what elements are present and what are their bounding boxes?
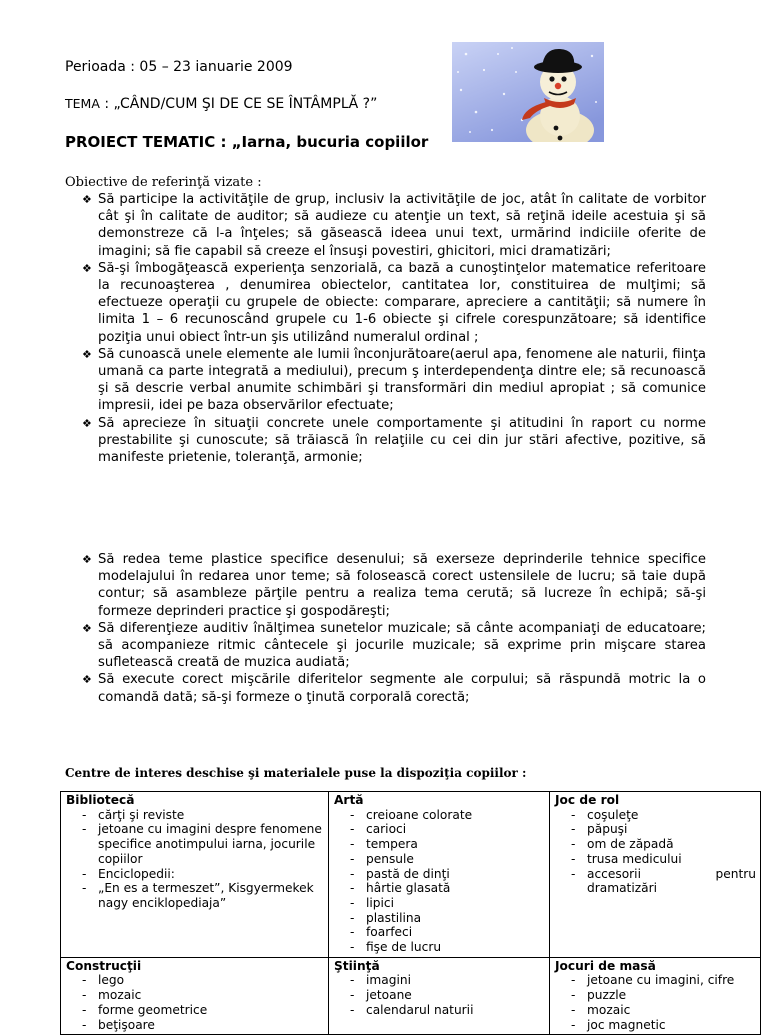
list-item: - trusa medicului	[571, 851, 682, 866]
objective-item: ❖ Să diferenţieze auditiv înălţimea sunetelor muzicale; să cânte acompaniaţi de educatoare; să acompanieze ritmic cântecele şi jocurile muzicale; să exprime prin mişcare starea sufletească creată de muzica audiată;	[82, 620, 706, 671]
list-item: - fişe de lucru	[350, 940, 442, 955]
table-row	[61, 957, 761, 1035]
centres-title: Centre de interes deschise şi materialele puse la dispoziţia copiilor :	[65, 766, 527, 780]
centre-name: Construcţii	[66, 958, 142, 973]
objectives-title: Obiective de referinţă vizate :	[65, 175, 262, 190]
diamond-bullet-icon: ❖	[82, 673, 92, 687]
list-item: - lego	[82, 973, 125, 988]
list-item: - om de zăpadă	[571, 837, 674, 852]
objective-item: ❖ Să execute corect mişcările diferitelor segmente ale corpului; să răspundă motric la o comandă dată; să-şi formeze o ţinută corporală corectă;	[82, 672, 706, 705]
objective-item: ❖ Să cunoască unele elemente ale lumii înconjurătoare(aerul apa, fenomene ale naturii, fiinţa umană ca parte integrată a mediului), precum ş interdependenţa dintre ele; să recunoască şi să descrie verbal anumite schimbări şi transformări din mediul apropiat ; să comunice impresii, idei pe baza observărilor efectuate;	[82, 346, 706, 414]
list-item: - hârtie glasată	[350, 881, 451, 896]
diamond-bullet-icon: ❖	[82, 621, 92, 635]
centre-biblioteca	[61, 792, 329, 958]
centre-name: Bibliotecă	[66, 793, 135, 807]
diamond-bullet-icon: ❖	[82, 261, 92, 275]
list-item: - mozaic	[82, 988, 142, 1003]
table-row	[61, 792, 761, 958]
centre-joc-de-rol	[550, 792, 761, 958]
list-item: - Enciclopedii:	[82, 866, 175, 881]
objectives-list-2	[82, 551, 706, 706]
centre-name: Ştiinţă	[334, 958, 380, 973]
snowman-illustration	[452, 42, 604, 142]
list-item: - „En es a termeszet”, Kisgyermekek nagy enciklopediaja”	[82, 881, 314, 910]
list-item: - forme geometrice	[82, 1002, 208, 1017]
list-item: - jetoane cu imagini, cifre	[571, 973, 735, 988]
centres-table	[60, 791, 761, 1035]
list-item: - foarfeci	[350, 925, 413, 940]
centre-name: Artă	[334, 793, 364, 807]
list-item: - calendarul naturii	[350, 1002, 474, 1017]
list-item: - creioane colorate	[350, 807, 473, 822]
objective-item: ❖ Să redea teme plastice specifice desenului; să exerseze deprinderile tehnice specifice modelajului în redarea unor teme; să folosească corect ustensilele de lucru; să taie după contur; să asambleze părţile pentru a realiza tema cerută; să lucreze în echipă; să-şi formeze deprinderi practice şi gospodăreşti;	[82, 552, 706, 619]
diamond-bullet-icon: ❖	[82, 193, 92, 206]
diamond-bullet-icon: ❖	[82, 416, 92, 430]
list-item: - joc magnetic	[571, 1017, 666, 1032]
centre-arta	[329, 792, 550, 958]
objective-item: ❖ Să aprecieze în situaţii concrete unele comportamente şi atitudini în raport cu norme prestabilite şi cunoscute; să trăiască în relaţiile cu cei din jur stări afective, pozitive, să manifeste prietenie, toleranţă, armonie;	[82, 415, 706, 466]
list-item: - cărţi şi reviste	[82, 807, 185, 822]
list-item: - jetoane cu imagini despre fenomene specifice anotimpului iarna, jocurile copiilor	[82, 822, 322, 866]
objective-item: ❖ Să-şi îmbogăţească experienţa senzorială, ca bază a cunoştinţelor matematice referitoare la recunoaşterea , denumirea obiectelor, cantitatea lor, constituirea de mulţimi; să efectueze operaţii cu grupele de obiecte: comparare, apreciere a cantităţii; să numere în limita 1 – 6 recunoscând grupele cu 1-6 obiecte şi cifrele corespunzătoare; să identifice poziţia unui obiect într-un şis utilizând numeralul ordinal ;	[82, 260, 706, 345]
list-item: - beţişoare	[82, 1017, 155, 1032]
objectives-list-1	[82, 191, 706, 466]
centre-stiinta	[329, 957, 550, 1035]
list-item: - coşuleţe	[571, 807, 639, 822]
diamond-bullet-icon: ❖	[82, 347, 92, 361]
objective-item: ❖ Să participe la activităţile de grup, inclusiv la activităţile de joc, atât în calitate de vorbitor cât şi în calitate de auditor; să audieze cu atenţie un text, să reţină ideile acestuia şi să demonstreze că l-a înţeles; să găsească ideea unui text, urmărind indiciile oferite de imagini; să fie capabil să creeze el însuşi povestiri, ghicitori, mici dramatizări;	[82, 192, 706, 259]
centre-name: Jocuri de masă	[555, 958, 656, 973]
centre-name: Joc de rol	[555, 793, 620, 807]
period-line: Perioada : 05 – 23 ianuarie 2009	[65, 59, 293, 75]
theme-value: : „CÂND/CUM ŞI DE CE SE ÎNTÂMPLĂ ?”	[99, 96, 378, 112]
diamond-bullet-icon: ❖	[82, 553, 92, 566]
list-item: - pastă de dinţi	[350, 866, 450, 881]
list-item: - accesorii pentru dramatizări	[571, 866, 756, 896]
list-item: - tempera	[350, 837, 418, 852]
list-item: - mozaic	[571, 1002, 631, 1017]
centre-jocuri-de-masa	[550, 957, 761, 1035]
theme-line	[65, 96, 377, 112]
centre-constructii	[61, 957, 329, 1035]
theme-label: TEMA	[65, 96, 100, 111]
list-item: - plastilina	[350, 910, 422, 925]
list-item: - carioci	[350, 822, 407, 837]
list-item: - păpuşi	[571, 822, 628, 837]
list-item: - pensule	[350, 851, 414, 866]
list-item: - lipici	[350, 895, 394, 910]
list-item: - imagini	[350, 973, 411, 988]
project-title: PROIECT TEMATIC : „Iarna, bucuria copiilor	[65, 133, 429, 151]
list-item: - jetoane	[350, 988, 412, 1003]
list-item: - puzzle	[571, 988, 627, 1003]
